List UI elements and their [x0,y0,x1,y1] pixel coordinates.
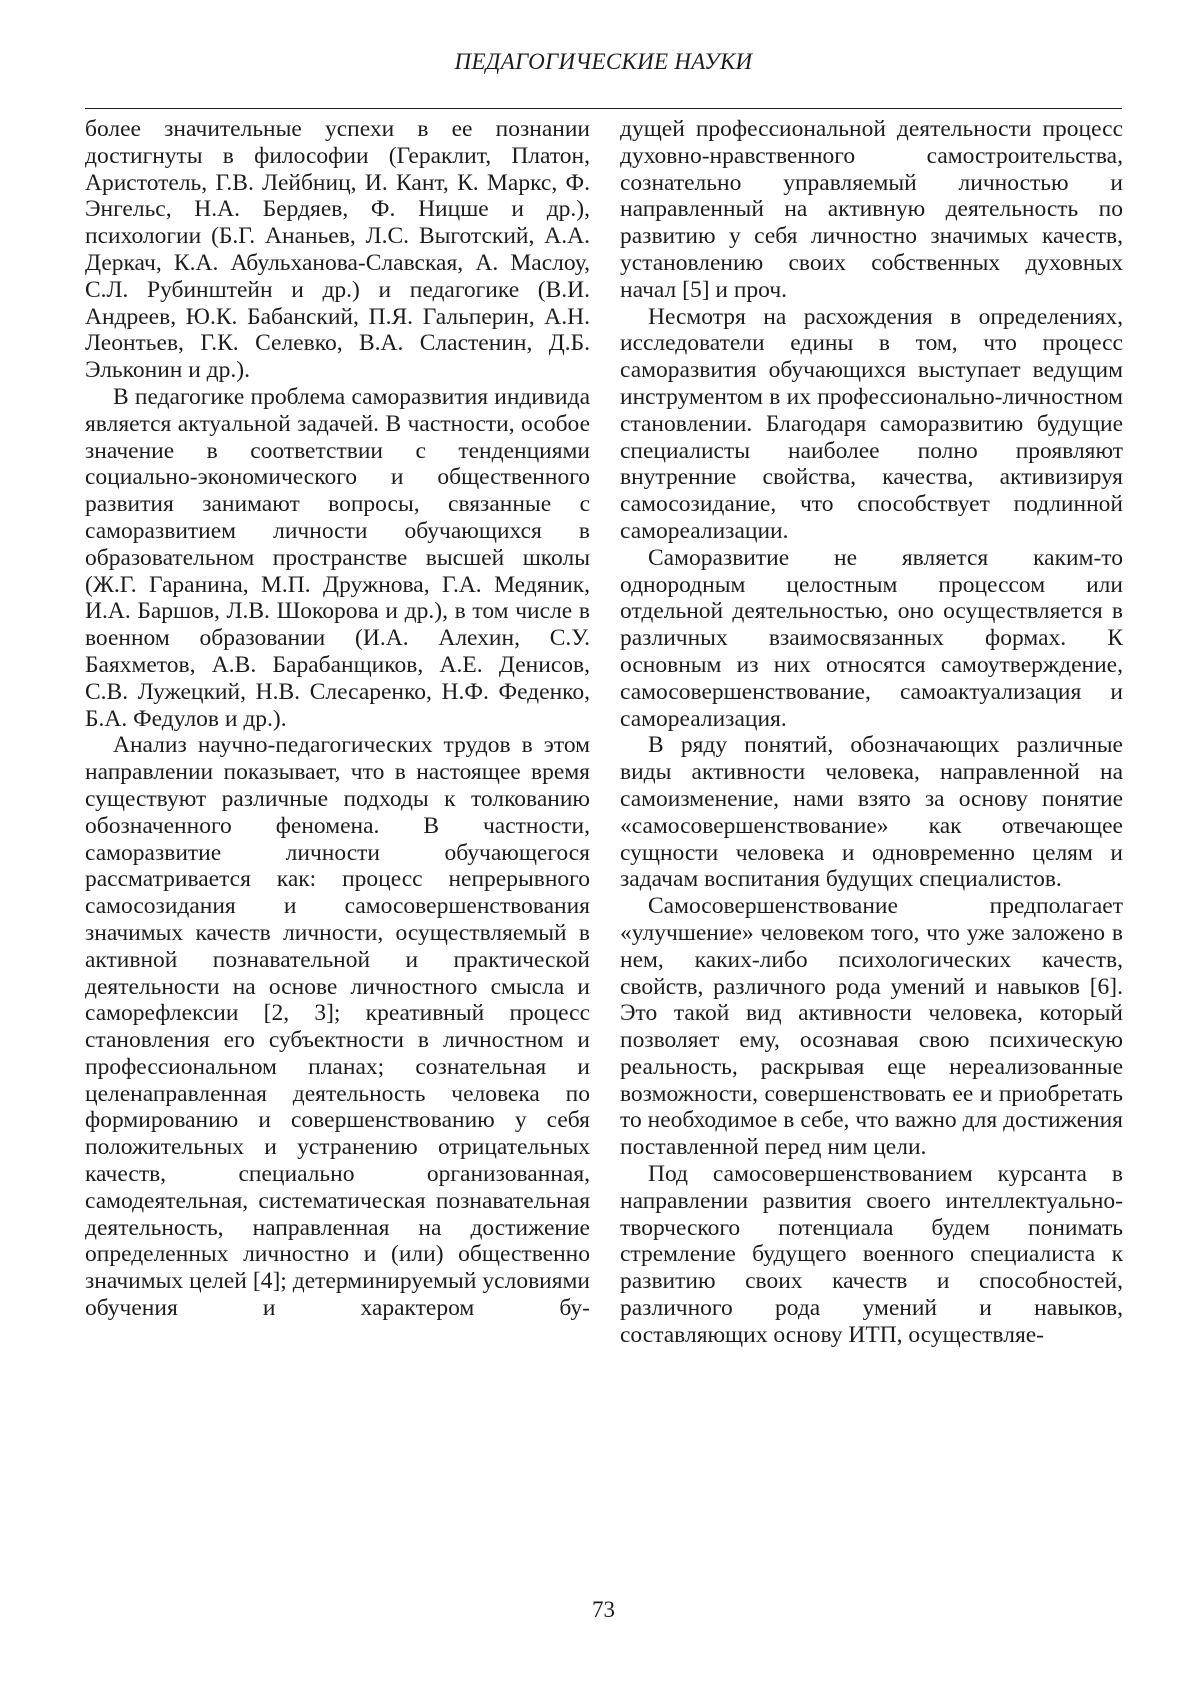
paragraph-left-1: более значительные успехи в ее познании достигнуты в философии (Гераклит, Платон, Аристотель, Г.В. Лейбниц, И. Кант, К. Маркс, Ф. Энгельс, Н.А. Бердяев, Ф. Ницше и др.), психологии (Б.Г. Ананьев, Л.С. Выготский, А.А. Деркач, К.А. Абульханова-Славская, А. Маслоу, С.Л. Рубинштейн и др.) и педагогике (В.И. Андреев, Ю.К. Бабанский, П.Я. Гальперин, А.Н. Леонтьев, Г.К. Селевко, В.А. Сластенин, Д.Б. Эльконин и др.). [85,116,590,384]
running-head-title: ПЕДАГОГИЧЕСКИЕ НАУКИ [454,49,753,74]
right-column [620,116,1123,1349]
paragraph-right-6: Под самосовершенствованием курсанта в направлении развития своего интеллектуально-творческого потенциала будем понимать стремление будущего военного специалиста к развитию своих качеств и способностей, различного рода умений и навыков, составляющих основу ИТП, осуществляе- [620,1161,1123,1348]
paragraph-left-2: В педагогике проблема саморазвития индивида является актуальной задачей. В частности, особое значение в соответствии с тенденциями социально-экономического и общественного развития занимают вопросы, связанные с саморазвитием личности обучающихся в образовательном пространстве высшей школы (Ж.Г. Гаранина, М.П. Дружнова, Г.А. Медяник, И.А. Баршов, Л.В. Шокорова и др.), в том числе в военном образовании (И.А. Алехин, С.У. Баяхметов, А.В. Барабанщиков, А.Е. Денисов, С.В. Лужецкий, Н.В. Слесаренко, Н.Ф. Феденко, Б.А. Федулов и др.). [85,383,590,732]
paragraph-right-4: В ряду понятий, обозначающих различные виды активности человека, направленной на самоизменение, нами взято за основу понятие «самосовершенствование» как отвечающее сущности человека и одновременно целям и задачам воспитания будущих специалистов. [620,732,1123,893]
paragraph-right-1: дущей профессиональной деятельности процесс духовно-нравственного самостроительства, сознательно управляемый личностью и направленный на активную деятельность по развитию у себя личностно значимых качеств, установлению своих собственных духовных начал [5] и проч. [620,116,1123,303]
left-column [85,116,590,1322]
paragraph-right-2: Несмотря на расхождения в определениях, исследователи едины в том, что процесс саморазвития обучающихся выступает ведущим инструментом в их профессионально-личностном становлении. Благодаря саморазвитию будущие специалисты наиболее полно проявляют внутренние свойства, качества, активизируя самосозидание, что способствует подлинной самореализации. [620,303,1123,544]
paragraph-right-5: Самосовершенствование предполагает «улучшение» человеком того, что уже заложено в нем, каких-либо психологических качеств, свойств, различного рода умений и навыков [6]. Это такой вид активности человека, который позволяет ему, осознавая свою психическую реальность, раскрывая еще нереализованные возможности, совершенствовать ее и приобретать то необходимое в себе, что важно для достижения поставленной перед ним цели. [620,893,1123,1161]
page-number: 73 [592,1597,615,1622]
paragraph-right-3: Саморазвитие не является каким-то однородным целостным процессом или отдельной деятельностью, оно осуществляется в различных взаимосвязанных формах. К основным из них относятся самоутверждение, самосовершенствование, самоактуализация и самореализация. [620,544,1123,732]
paragraph-left-3: Анализ научно-педагогических трудов в этом направлении показывает, что в настоящее время существуют различные подходы к толкованию обозначенного феномена. В частности, саморазвитие личности обучающегося рассматривается как: процесс непрерывного самосозидания и самосовершенствования значимых качеств личности, осуществляемый в активной познавательной и практической деятельности на основе личностного смысла и саморефлексии [2, 3]; креативный процесс становления его субъектности в личностном и профессиональном планах; сознательная и целенаправленная деятельность человека по формированию и совершенствованию у себя положительных и устранению отрицательных качеств, специально организованная, самодеятельная, систематическая познавательная деятельность, направленная на достижение определенных личностно и (или) общественно значимых целей [4]; детерминируемый условиями обучения и характером бу- [85,732,590,1322]
header-rule [85,108,1122,109]
